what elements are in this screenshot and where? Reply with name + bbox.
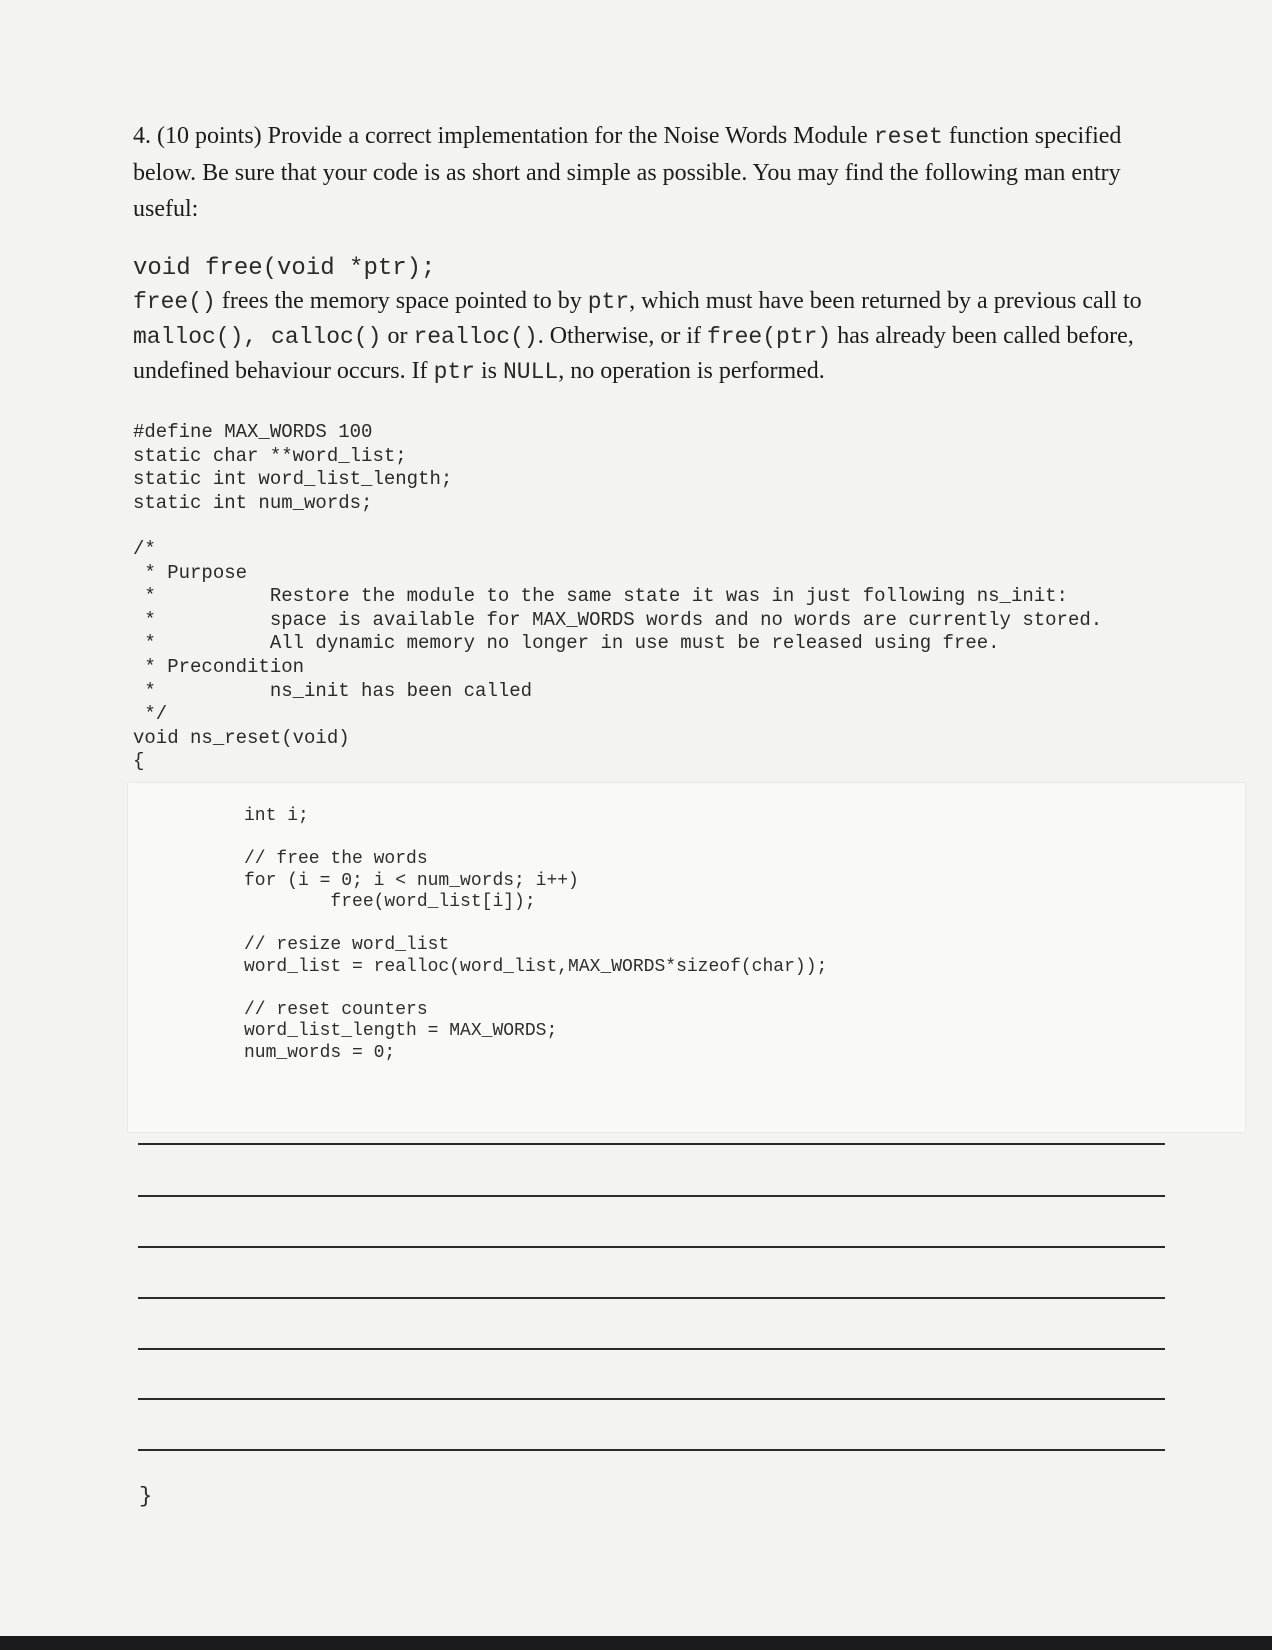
definition-line: static int num_words; — [133, 491, 373, 514]
man-text-5: has already been called before, undefined behaviour occurs. If — [133, 323, 1134, 384]
function-name-code: reset — [873, 124, 943, 150]
man-entry-signature: void free(void *ptr); — [133, 255, 436, 282]
man-code-ptr: ptr — [587, 289, 630, 315]
comment-line: /* — [133, 538, 156, 560]
man-code-ptr-2: ptr — [433, 359, 475, 385]
man-text-2: , which must have been returned by a previous call to — [629, 288, 1142, 314]
question-intro: Provide a correct implementation for the Noise Words Module — [267, 123, 868, 149]
man-text-1: frees the memory space pointed to by — [221, 288, 582, 314]
definition-line: #define MAX_WORDS 100 — [133, 421, 373, 443]
comment-line: * ns_init has been called — [133, 679, 533, 702]
comment-line: * All dynamic memory no longer in use must be released using free. — [133, 632, 1000, 655]
man-code-free: free() — [133, 289, 216, 315]
man-code-free-ptr: free(ptr) — [706, 324, 832, 350]
answer-line-rule — [138, 1195, 1165, 1197]
comment-line: */ — [133, 703, 168, 726]
question-points: (10 points) — [157, 123, 262, 149]
answer-line: // free the words — [244, 849, 428, 869]
function-header — [133, 538, 1102, 774]
opening-brace: { — [133, 750, 145, 773]
closing-brace: } — [139, 1484, 153, 1509]
man-code-null: NULL — [503, 359, 559, 385]
answer-line: num_words = 0; — [244, 1042, 396, 1063]
man-code-alloc: malloc(), calloc() — [133, 324, 382, 350]
answer-line: word_list = realloc(word_list,MAX_WORDS*sizeof(char)); — [244, 956, 828, 977]
definition-line: static int word_list_length; — [133, 468, 453, 491]
man-text-4: . Otherwise, or if — [537, 323, 701, 349]
answer-line: // resize word_list — [244, 935, 450, 955]
comment-line: * space is available for MAX_WORDS words and no words are currently stored. — [133, 608, 1103, 631]
answer-line-rule — [138, 1449, 1165, 1451]
definition-line: static char **word_list; — [133, 444, 407, 467]
answer-line: for (i = 0; i < num_words; i++) — [244, 870, 579, 891]
function-signature: void ns_reset(void) — [133, 726, 350, 749]
comment-line: * Purpose — [133, 561, 248, 584]
question-number: 4. — [133, 123, 151, 149]
answer-line-rule — [138, 1348, 1165, 1350]
man-entry-description — [133, 284, 1173, 389]
man-code-realloc: realloc() — [413, 324, 538, 350]
answer-line: free(word_list[i]); — [244, 892, 536, 912]
answer-line-rule — [138, 1143, 1165, 1145]
module-definitions — [133, 421, 452, 515]
answer-line: word_list_length = MAX_WORDS; — [244, 1021, 558, 1041]
man-text-6: is — [480, 358, 497, 384]
man-text-7: , no operation is performed. — [558, 358, 825, 384]
answer-line-rule — [138, 1398, 1165, 1400]
man-text-3: or — [387, 323, 408, 349]
question-text — [133, 118, 1173, 227]
comment-line: * Precondition — [133, 655, 305, 678]
answer-line-rule — [138, 1246, 1165, 1248]
answer-line: int i; — [244, 806, 309, 826]
answer-line-rule — [138, 1297, 1165, 1299]
question-instructions: function specified below. Be sure that your code is as short and simple as possible. You may find the following man entry useful: — [133, 123, 1122, 222]
comment-line: * Restore the module to the same state it was in just following ns_init: — [133, 585, 1068, 608]
answer-code — [244, 806, 827, 1064]
answer-line: // reset counters — [244, 999, 428, 1020]
